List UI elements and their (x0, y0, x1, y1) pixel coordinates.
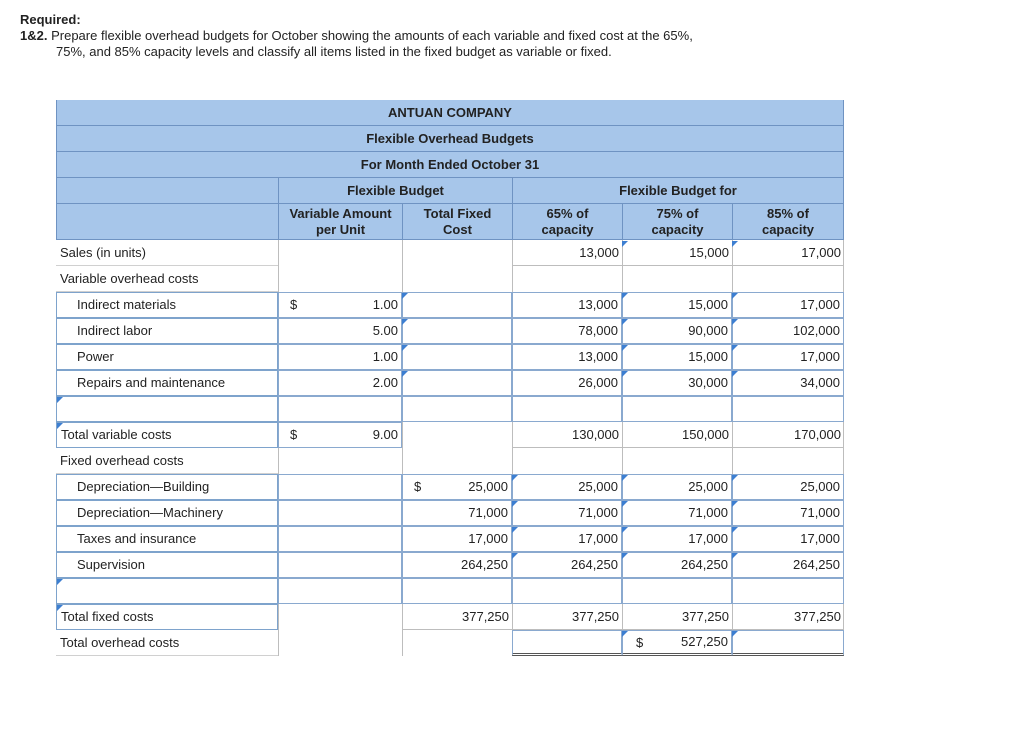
input-marker (512, 501, 518, 507)
total-fixed-85: 377,250 (732, 604, 844, 630)
question-number: 1&2. (20, 28, 48, 43)
power-85[interactable]: 17,000 (732, 344, 844, 370)
total-variable-per-unit[interactable]: 9.00 (278, 422, 402, 448)
sales-65: 13,000 (512, 240, 622, 266)
column-header-variable: Variable Amount per Unit (278, 204, 402, 240)
table-period: For Month Ended October 31 (56, 152, 844, 178)
indirect-materials-85[interactable]: 17,000 (732, 292, 844, 318)
input-marker (402, 319, 408, 325)
input-marker (622, 553, 628, 559)
input-marker (622, 475, 628, 481)
input-marker (402, 345, 408, 351)
indirect-labor-label: Indirect labor (56, 318, 278, 344)
currency-symbol: $ (290, 297, 298, 312)
total-variable-85: 170,000 (732, 422, 844, 448)
blank-per-unit-input[interactable] (278, 578, 402, 604)
depreciation-machinery-85[interactable]: 71,000 (732, 500, 844, 526)
indirect-materials-fixed[interactable] (402, 292, 512, 318)
indirect-materials-label: Indirect materials (56, 292, 278, 318)
total-variable-75: 150,000 (622, 422, 732, 448)
total-fixed-fixed: 377,250 (402, 604, 512, 630)
blank-label-input[interactable] (56, 396, 278, 422)
depreciation-machinery-label: Depreciation—Machinery (56, 500, 278, 526)
supervision-75[interactable]: 264,250 (622, 552, 732, 578)
flexible-budget-table (56, 100, 844, 656)
repairs-75[interactable]: 30,000 (622, 370, 732, 396)
depreciation-building-label: Depreciation—Building (56, 474, 278, 500)
flexible-budget-for-header: Flexible Budget for (512, 178, 844, 204)
column-header-75: 75% of capacity (622, 204, 732, 240)
input-marker (732, 475, 738, 481)
blank-65-input[interactable] (512, 578, 622, 604)
depreciation-building-per-unit[interactable] (278, 474, 402, 500)
total-overhead-75[interactable]: 527,250 (622, 630, 732, 656)
supervision-65[interactable]: 264,250 (512, 552, 622, 578)
column-header-fixed: Total Fixed Cost (402, 204, 512, 240)
question-text (20, 28, 720, 60)
depreciation-machinery-75[interactable]: 71,000 (622, 500, 732, 526)
question-body: Prepare flexible overhead budgets for October showing the amounts of each variable and fixed cost at the 65%, 75%, and 85% capacity levels and classify all items listed in the fixed budget as variable or fixed. (51, 28, 693, 59)
total-variable-65: 130,000 (512, 422, 622, 448)
total-overhead-85[interactable] (732, 630, 844, 656)
fixed-overhead-header: Fixed overhead costs (56, 448, 278, 474)
repairs-85[interactable]: 34,000 (732, 370, 844, 396)
taxes-insurance-65[interactable]: 17,000 (512, 526, 622, 552)
depreciation-machinery-per-unit[interactable] (278, 500, 402, 526)
indirect-materials-75[interactable]: 15,000 (622, 292, 732, 318)
total-overhead-65[interactable] (512, 630, 622, 656)
input-marker (732, 501, 738, 507)
input-marker (57, 605, 63, 611)
input-marker (622, 293, 628, 299)
sales-label: Sales (in units) (56, 240, 278, 266)
input-marker (622, 319, 628, 325)
currency-symbol: $ (290, 427, 298, 442)
taxes-insurance-fixed[interactable]: 17,000 (402, 526, 512, 552)
power-per-unit[interactable]: 1.00 (278, 344, 402, 370)
power-fixed[interactable] (402, 344, 512, 370)
flexible-budget-header: Flexible Budget (278, 178, 512, 204)
indirect-materials-65[interactable]: 13,000 (512, 292, 622, 318)
power-75[interactable]: 15,000 (622, 344, 732, 370)
column-header-65: 65% of capacity (512, 204, 622, 240)
repairs-label: Repairs and maintenance (56, 370, 278, 396)
input-marker (512, 527, 518, 533)
depreciation-building-75[interactable]: 25,000 (622, 474, 732, 500)
blank-75-input[interactable] (622, 396, 732, 422)
blank-65-input[interactable] (512, 396, 622, 422)
repairs-fixed[interactable] (402, 370, 512, 396)
indirect-materials-per-unit[interactable]: 1.00 (278, 292, 402, 318)
power-label: Power (56, 344, 278, 370)
blank-75-input[interactable] (622, 578, 732, 604)
total-fixed-75: 377,250 (622, 604, 732, 630)
supervision-per-unit[interactable] (278, 552, 402, 578)
input-marker (732, 293, 738, 299)
input-marker (732, 527, 738, 533)
blank-85-input[interactable] (732, 396, 844, 422)
input-marker (732, 371, 738, 377)
depreciation-building-fixed[interactable]: 25,000 (402, 474, 512, 500)
input-marker (732, 345, 738, 351)
indirect-labor-per-unit[interactable]: 5.00 (278, 318, 402, 344)
currency-symbol: $ (414, 479, 422, 494)
input-marker (732, 241, 738, 247)
blank-fixed-input[interactable] (402, 578, 512, 604)
sales-85: 17,000 (732, 240, 844, 266)
company-name: ANTUAN COMPANY (56, 100, 844, 126)
total-variable-label[interactable]: Total variable costs (56, 422, 278, 448)
input-marker (622, 241, 628, 247)
input-marker (622, 631, 628, 637)
required-instructions (20, 12, 720, 60)
supervision-label: Supervision (56, 552, 278, 578)
input-marker (622, 527, 628, 533)
input-marker (732, 553, 738, 559)
indirect-labor-85[interactable]: 102,000 (732, 318, 844, 344)
taxes-insurance-label: Taxes and insurance (56, 526, 278, 552)
blank-label-input[interactable] (56, 578, 278, 604)
total-fixed-label[interactable]: Total fixed costs (56, 604, 278, 630)
indirect-labor-75[interactable]: 90,000 (622, 318, 732, 344)
supervision-85[interactable]: 264,250 (732, 552, 844, 578)
sales-75: 15,000 (622, 240, 732, 266)
repairs-per-unit[interactable]: 2.00 (278, 370, 402, 396)
required-label: Required: (20, 12, 81, 27)
depreciation-building-85[interactable]: 25,000 (732, 474, 844, 500)
input-marker (57, 423, 63, 429)
depreciation-building-65[interactable]: 25,000 (512, 474, 622, 500)
input-marker (512, 553, 518, 559)
indirect-labor-65[interactable]: 78,000 (512, 318, 622, 344)
blank-fixed-input[interactable] (402, 396, 512, 422)
taxes-insurance-75[interactable]: 17,000 (622, 526, 732, 552)
column-header-blank (56, 204, 278, 240)
input-marker (732, 631, 738, 637)
taxes-insurance-85[interactable]: 17,000 (732, 526, 844, 552)
input-marker (622, 501, 628, 507)
table-title: Flexible Overhead Budgets (56, 126, 844, 152)
depreciation-machinery-65[interactable]: 71,000 (512, 500, 622, 526)
currency-symbol: $ (636, 635, 644, 650)
blank-per-unit-input[interactable] (278, 396, 402, 422)
input-marker (622, 371, 628, 377)
input-marker (402, 293, 408, 299)
repairs-65[interactable]: 26,000 (512, 370, 622, 396)
header-blank-cell (56, 178, 278, 204)
input-marker (57, 579, 63, 585)
power-65[interactable]: 13,000 (512, 344, 622, 370)
total-fixed-65: 377,250 (512, 604, 622, 630)
variable-overhead-header: Variable overhead costs (56, 266, 278, 292)
input-marker (622, 345, 628, 351)
input-marker (57, 397, 63, 403)
column-header-85: 85% of capacity (732, 204, 844, 240)
indirect-labor-fixed[interactable] (402, 318, 512, 344)
input-marker (512, 475, 518, 481)
input-marker (402, 371, 408, 377)
input-marker (732, 319, 738, 325)
blank-85-input[interactable] (732, 578, 844, 604)
total-overhead-label: Total overhead costs (56, 630, 278, 656)
taxes-insurance-per-unit[interactable] (278, 526, 402, 552)
depreciation-machinery-fixed[interactable]: 71,000 (402, 500, 512, 526)
supervision-fixed[interactable]: 264,250 (402, 552, 512, 578)
